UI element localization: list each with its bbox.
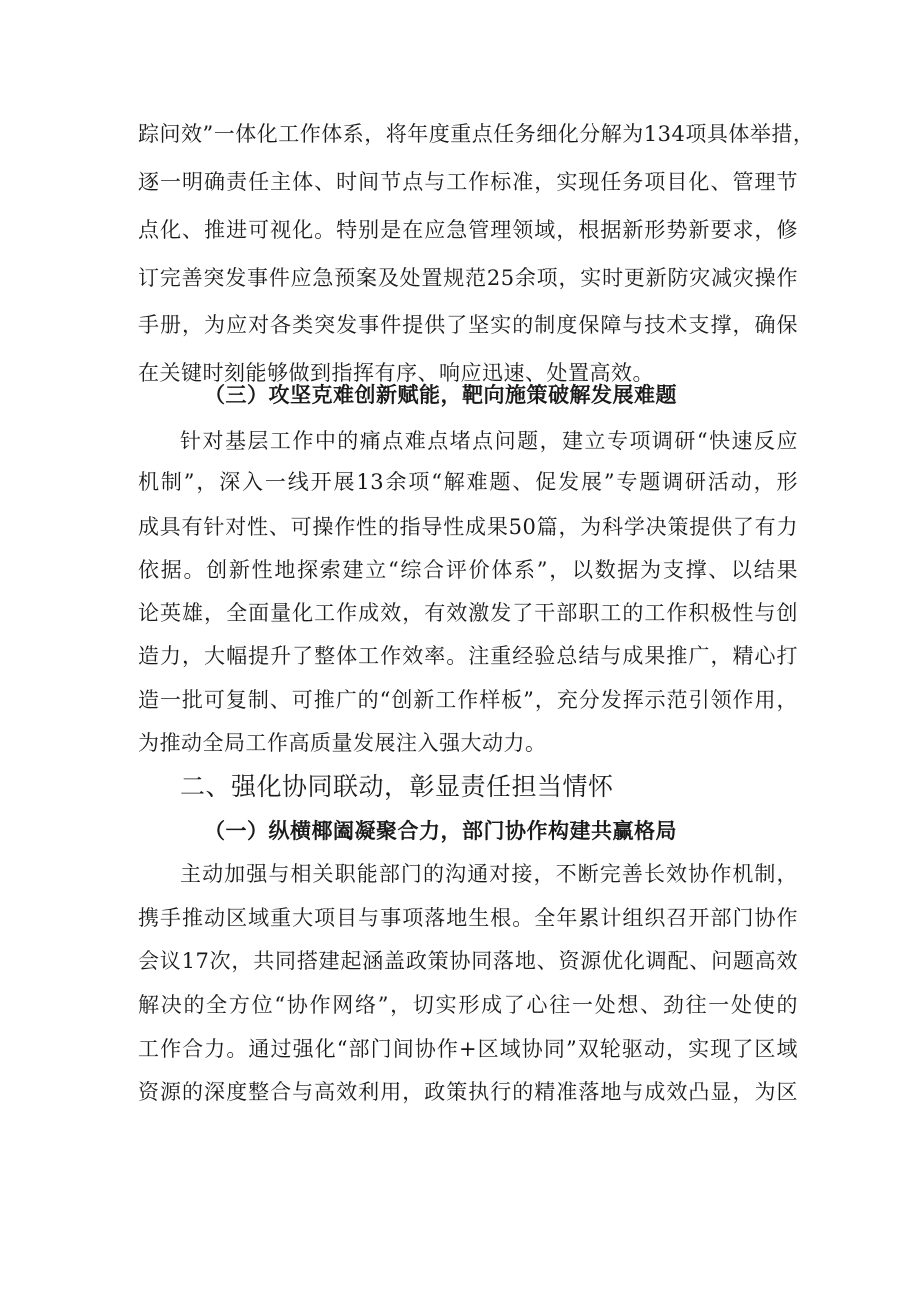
text-line: 在关键时刻能够做到指挥有序、响应迅速、处置高效。 — [138, 361, 654, 385]
text-line: 携手推动区域重大项目与事项落地生根。全年累计组织召开部门协作 — [138, 906, 798, 930]
text-line: 订完善突发事件应急预案及处置规范25余项，实时更新防灾减灾操作 — [138, 266, 798, 290]
text-line: 主动加强与相关职能部门的沟通对接，不断完善长效协作机制， — [180, 862, 798, 886]
text-line: 会议17次，共同搭建起涵盖政策协同落地、资源优化调配、问题高效 — [138, 949, 798, 973]
text-line: 点化、推进可视化。特别是在应急管理领域，根据新形势新要求，修 — [138, 218, 798, 242]
text-line: 针对基层工作中的痛点难点堵点问题，建立专项调研“快速反应 — [180, 429, 798, 453]
text-line: 逐一明确责任主体、时间节点与工作标准，实现任务项目化、管理节 — [138, 170, 798, 194]
section-heading-2: 二、强化协同联动，彰显责任担当情怀 — [180, 772, 614, 801]
text-line: 成具有针对性、可操作性的指导性成果50篇，为科学决策提供了有力 — [138, 515, 798, 539]
text-line: 手册，为应对各类突发事件提供了坚实的制度保障与技术支撑，确保 — [138, 313, 798, 337]
text-line: 资源的深度整合与高效利用，政策执行的精准落地与成效凸显，为区 — [138, 1080, 798, 1104]
text-line: 解决的全方位“协作网络”，切实形成了心往一处想、劲往一处使的 — [138, 993, 798, 1017]
text-line: 工作合力。通过强化“部门间协作+区域协同”双轮驱动，实现了区域 — [138, 1037, 798, 1061]
section-subheading-3: （三）攻坚克难创新赋能，靶向施策破解发展难题 — [204, 382, 677, 407]
text-line: 依据。创新性地探索建立“综合评价体系”，以数据为支撑、以结果 — [138, 558, 798, 582]
text-line: 为推动全局工作高质量发展注入强大动力。 — [138, 731, 547, 755]
text-line: 踪问效”一体化工作体系，将年度重点任务细化分解为134项具体举措， — [138, 122, 815, 146]
section-subheading-1: （一）纵横椰阖凝聚合力，部门协作构建共赢格局 — [204, 818, 677, 843]
text-line: 论英雄，全面量化工作成效，有效激发了干部职工的工作积极性与创 — [138, 601, 798, 625]
text-line: 机制”，深入一线开展13余项“解难题、促发展”专题调研活动，形 — [138, 470, 798, 494]
text-line: 造力，大幅提升了整体工作效率。注重经验总结与成果推广，精心打 — [138, 644, 798, 668]
text-line: 造一批可复制、可推广的“创新工作样板”，充分发挥示范引领作用， — [138, 688, 798, 712]
